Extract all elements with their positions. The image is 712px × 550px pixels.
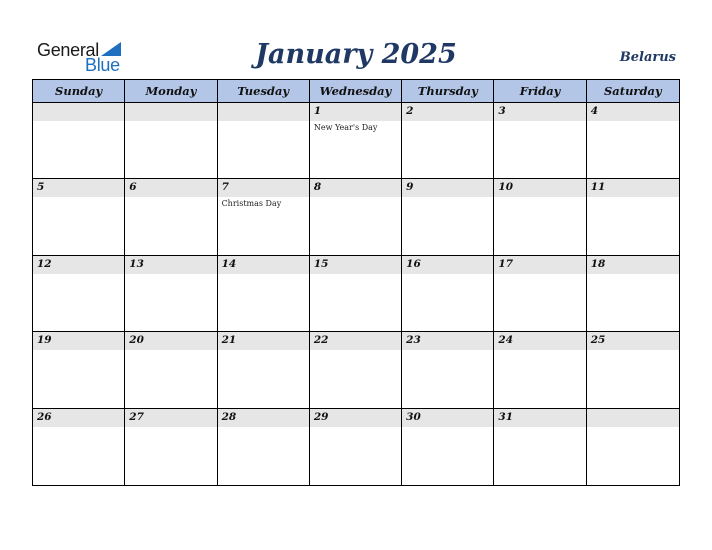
country-label: Belarus [619, 50, 676, 65]
day-header-band [125, 179, 216, 197]
holiday-label: New Year's Day [313, 123, 378, 132]
day-header-band [218, 103, 309, 121]
day-cell [310, 332, 402, 408]
weekday-header: Wednesday [310, 80, 402, 103]
day-cell [310, 409, 402, 485]
day-header-band [402, 103, 493, 121]
weekday-header: Thursday [402, 80, 494, 103]
day-number: 12 [37, 257, 52, 270]
day-cell [402, 409, 494, 485]
weekday-header: Monday [125, 80, 217, 103]
day-cell [494, 332, 586, 408]
day-number: 13 [129, 257, 144, 270]
day-number: 3 [498, 105, 506, 117]
day-cell [125, 409, 217, 485]
day-number: 16 [406, 257, 421, 270]
weekday-header: Tuesday [218, 80, 310, 103]
day-header-band [310, 103, 401, 121]
day-cell [587, 409, 679, 485]
day-number: 26 [37, 410, 52, 423]
day-header-band [33, 103, 124, 121]
day-cell [310, 256, 402, 332]
day-cell [125, 179, 217, 255]
day-cell [310, 179, 402, 255]
day-cell [218, 103, 310, 179]
logo-blue-text: Blue [85, 55, 120, 75]
day-header-band [310, 179, 401, 197]
day-number: 25 [590, 334, 606, 347]
day-number: 19 [37, 334, 52, 347]
day-cell [402, 256, 494, 332]
day-number: 23 [406, 334, 421, 347]
day-header-band [402, 179, 493, 197]
day-cell [33, 256, 125, 332]
day-cell [494, 179, 586, 255]
day-number: 30 [406, 410, 421, 423]
day-cell [494, 256, 586, 332]
day-cell [125, 103, 217, 179]
day-header-band [33, 179, 124, 197]
day-cell [494, 103, 586, 179]
day-number: 24 [498, 334, 514, 347]
day-number: 11 [590, 181, 606, 194]
calendar-grid [32, 79, 680, 486]
day-number: 28 [221, 410, 237, 423]
day-cell [125, 332, 217, 408]
day-number: 21 [221, 334, 237, 347]
day-cell [587, 256, 679, 332]
day-cell [402, 179, 494, 255]
day-header-band [587, 409, 679, 427]
day-header-band [218, 179, 309, 197]
day-number: 29 [313, 410, 329, 423]
day-header-band [587, 103, 679, 121]
day-number: 14 [221, 257, 237, 270]
day-number: 7 [221, 181, 229, 194]
day-number: 9 [406, 181, 414, 194]
day-number: 31 [498, 410, 514, 423]
day-cell [587, 103, 679, 179]
holiday-label: Christmas Day [221, 199, 282, 209]
day-cell [33, 332, 125, 408]
day-number: 22 [313, 334, 329, 347]
day-cell [587, 179, 679, 255]
day-number: 17 [498, 257, 514, 270]
day-cell [125, 256, 217, 332]
day-number: 10 [498, 181, 514, 194]
day-number: 2 [406, 105, 414, 117]
day-cell [33, 103, 125, 179]
day-number: 27 [129, 410, 144, 423]
day-cell [402, 332, 494, 408]
day-number: 18 [590, 257, 606, 270]
day-cell [402, 103, 494, 179]
weekday-header: Sunday [33, 80, 125, 103]
day-cell [218, 332, 310, 408]
day-cell [33, 409, 125, 485]
day-cell [310, 103, 402, 179]
day-number: 8 [313, 181, 322, 194]
day-number: 5 [37, 181, 45, 194]
day-cell [587, 332, 679, 408]
day-cell [218, 179, 310, 255]
day-cell [218, 409, 310, 485]
day-number: 4 [590, 105, 599, 117]
day-number: 6 [129, 181, 137, 194]
day-number: 1 [313, 105, 322, 117]
day-number: 15 [313, 257, 329, 270]
day-header-band [494, 103, 585, 121]
day-header-band [125, 103, 216, 121]
day-cell [33, 179, 125, 255]
page-title: January 2025 [255, 39, 457, 70]
day-cell [494, 409, 586, 485]
logo-general-text: General [37, 40, 99, 60]
day-cell [218, 256, 310, 332]
weekday-header: Friday [494, 80, 586, 103]
day-number: 20 [129, 334, 144, 347]
weekday-header: Saturday [587, 80, 679, 103]
